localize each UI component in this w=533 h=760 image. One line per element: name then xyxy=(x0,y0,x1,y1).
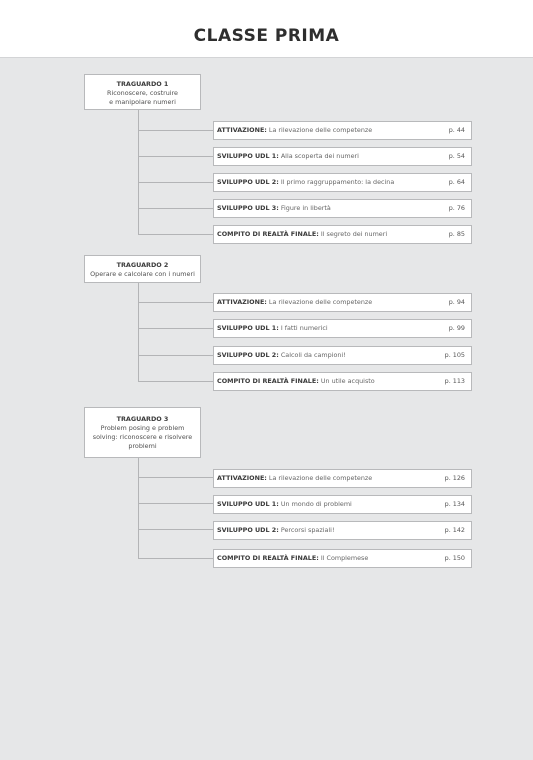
tree-branch xyxy=(138,208,214,209)
toc-entry-label: SVILUPPO UDL 2: xyxy=(217,526,279,534)
traguardo-1-desc-line: Riconoscere, costruire xyxy=(107,89,178,97)
toc-entry[interactable] xyxy=(213,121,472,140)
tree-branch xyxy=(138,558,214,559)
toc-entry[interactable] xyxy=(213,469,472,488)
tree-connector xyxy=(138,458,139,559)
toc-entry-page: p. 94 xyxy=(448,298,465,306)
toc-entry-title: I fatti numerici xyxy=(278,324,328,332)
traguardo-3-desc-line: Problem posing e problem xyxy=(100,424,185,432)
traguardo-3-box xyxy=(84,407,201,458)
toc-entry-title: Il Complemese xyxy=(318,554,369,562)
toc-entry-label: ATTIVAZIONE: xyxy=(217,298,267,306)
toc-entry[interactable] xyxy=(213,225,472,244)
tree-branch xyxy=(138,130,214,131)
toc-entry-title: La rilevazione delle competenze xyxy=(266,474,373,482)
toc-entry-title: Un utile acquisto xyxy=(318,377,375,385)
toc-entry[interactable] xyxy=(213,521,472,540)
traguardo-2-title: TRAGUARDO 2 xyxy=(116,261,169,269)
toc-entry-page: p. 85 xyxy=(448,230,465,238)
toc-entry[interactable] xyxy=(213,346,472,365)
tree-branch xyxy=(138,477,214,478)
tree-branch xyxy=(138,156,214,157)
tree-branch xyxy=(138,529,214,530)
toc-entry[interactable] xyxy=(213,147,472,166)
toc-entry-page: p. 142 xyxy=(444,526,465,534)
toc-entry-title: Il segreto dei numeri xyxy=(318,230,388,238)
page-title: CLASSE PRIMA xyxy=(193,26,340,46)
traguardo-3-desc-line: solving: riconoscere e risolvere xyxy=(92,433,193,441)
toc-entry-label: SVILUPPO UDL 2: xyxy=(217,351,279,359)
toc-entry[interactable] xyxy=(213,495,472,514)
toc-entry-page: p. 64 xyxy=(448,178,465,186)
toc-entry-page: p. 44 xyxy=(448,126,465,134)
page-header xyxy=(0,0,533,58)
tree-branch xyxy=(138,182,214,183)
tree-branch xyxy=(138,302,214,303)
traguardo-2-box xyxy=(84,255,201,283)
tree-branch xyxy=(138,503,214,504)
toc-entry-title: Percorsi spaziali! xyxy=(278,526,335,534)
tree-branch xyxy=(138,328,214,329)
toc-entry-label: ATTIVAZIONE: xyxy=(217,474,267,482)
toc-entry-label: SVILUPPO UDL 1: xyxy=(217,152,279,160)
toc-entry-label: COMPITO DI REALTÀ FINALE: xyxy=(217,554,319,562)
traguardo-3-desc-line: problemi xyxy=(128,442,157,450)
toc-entry-page: p. 150 xyxy=(444,554,465,562)
tree-connector xyxy=(138,110,139,234)
toc-entry-page: p. 126 xyxy=(444,474,465,482)
toc-entry-page: p. 54 xyxy=(448,152,465,160)
toc-entry[interactable] xyxy=(213,293,472,312)
toc-entry-label: SVILUPPO UDL 1: xyxy=(217,324,279,332)
toc-entry-label: SVILUPPO UDL 3: xyxy=(217,204,279,212)
toc-entry-label: COMPITO DI REALTÀ FINALE: xyxy=(217,377,319,385)
toc-entry-page: p. 99 xyxy=(448,324,465,332)
toc-entry-page: p. 113 xyxy=(444,377,465,385)
toc-entry-title: Un mondo di problemi xyxy=(278,500,352,508)
toc-entry[interactable] xyxy=(213,319,472,338)
toc-entry-title: Calcoli da campioni! xyxy=(278,351,346,359)
toc-entry[interactable] xyxy=(213,173,472,192)
toc-entry-title: La rilevazione delle competenze xyxy=(266,298,373,306)
toc-entry-title: La rilevazione delle competenze xyxy=(266,126,373,134)
toc-entry-title: Figure in libertà xyxy=(278,204,331,212)
traguardo-1-box xyxy=(84,74,201,110)
traguardo-3-title: TRAGUARDO 3 xyxy=(116,415,169,423)
toc-entry-label: ATTIVAZIONE: xyxy=(217,126,267,134)
toc-entry-title: Il primo raggruppamento: la decina xyxy=(278,178,395,186)
traguardo-1-title: TRAGUARDO 1 xyxy=(116,80,169,88)
toc-entry-page: p. 134 xyxy=(444,500,465,508)
toc-entry[interactable] xyxy=(213,372,472,391)
tree-branch xyxy=(138,234,214,235)
toc-entry-title: Alla scoperta dei numeri xyxy=(278,152,359,160)
tree-branch xyxy=(138,355,214,356)
toc-entry-label: COMPITO DI REALTÀ FINALE: xyxy=(217,230,319,238)
toc-entry-label: SVILUPPO UDL 2: xyxy=(217,178,279,186)
tree-branch xyxy=(138,381,214,382)
traguardo-2-desc-line: Operare e calcolare con i numeri xyxy=(90,270,195,278)
tree-connector xyxy=(138,283,139,381)
traguardo-1-desc-line: e manipolare numeri xyxy=(109,98,176,106)
toc-entry[interactable] xyxy=(213,199,472,218)
toc-entry-page: p. 76 xyxy=(448,204,465,212)
toc-entry-page: p. 105 xyxy=(444,351,465,359)
toc-entry-label: SVILUPPO UDL 1: xyxy=(217,500,279,508)
toc-entry[interactable] xyxy=(213,549,472,568)
